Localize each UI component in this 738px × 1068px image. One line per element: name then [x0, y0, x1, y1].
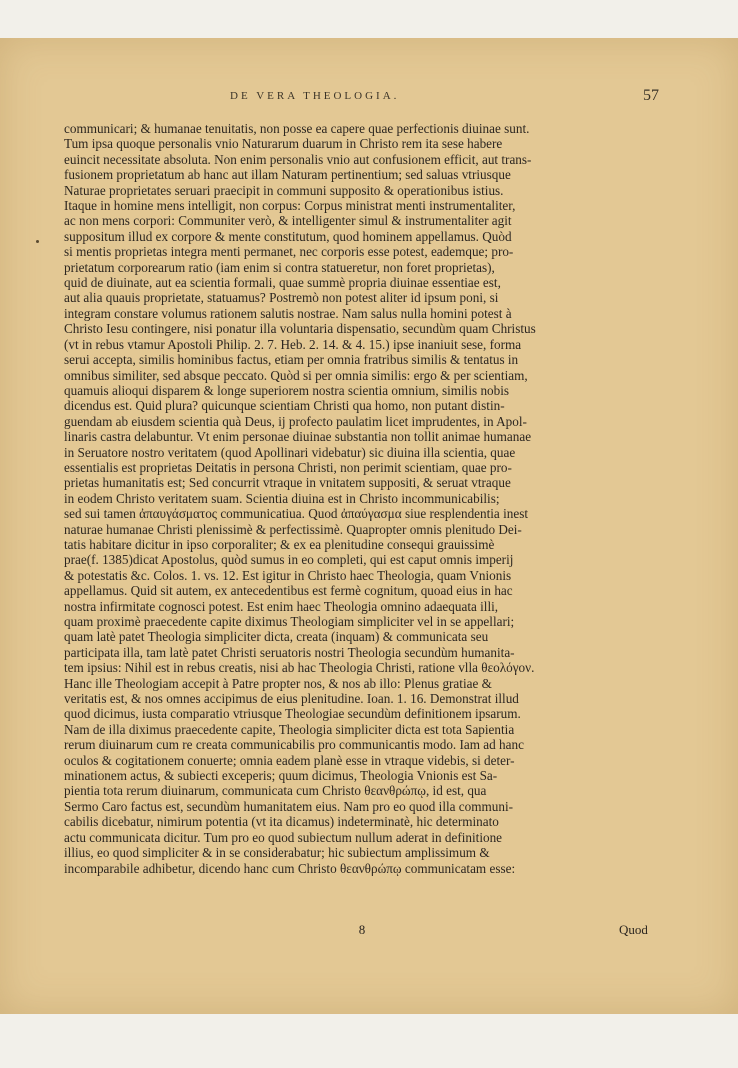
text-line: fusionem proprietatum ab hanc aut illam Naturam pertinentium; sed saluas vtriusque — [64, 167, 511, 183]
text-line: omnibus similiter, sed absque peccato. Quòd si per omnia similis: ergo & per scientiam, — [64, 367, 528, 383]
text-line: in Seruatore nostro veritatem (quod Apollinari videbatur) sic diuina illa scientia, quae — [64, 444, 516, 460]
text-line: actu communicata dicitur. Tum pro eo quod subiectum nullum aderat in definitione — [64, 829, 503, 845]
text-line: (vt in rebus vtamur Apostoli Philip. 2. 7. Heb. 2. 14. & 4. 15.) ipse inaniuit sese, forma — [64, 336, 522, 352]
text-line: prae(f. 1385)dicat Apostolus, quòd sumus in eo completi, qui est caput omnis imperij — [64, 552, 514, 568]
text-line: Sermo Caro factus est, secundùm humanitatem eius. Nam pro eo quod illa communi- — [64, 798, 514, 814]
text-line: dicendus est. Quid plura? quicunque scientiam Christi qua homo, non putant distin- — [64, 398, 505, 414]
text-line: nostra infirmitate cognosci potest. Est enim haec Theologia omnino adaequata illi, — [64, 598, 499, 614]
text-line: si mentis proprietas integra menti permanet, nec corporis esse potest, eademque; pro- — [64, 244, 514, 260]
text-line: Naturae proprietates seruari praecipit in communi supposito & operationibus istius. — [64, 182, 504, 198]
text-line: Hanc ille Theologiam accepit à Patre propter nos, & nos ab illo: Plenus gratiae & — [64, 675, 492, 691]
text-line: quod dicimus, iusta comparatio vtriusque Theologiae secundùm definitionem ipsarum. — [64, 706, 521, 722]
text-line: cabilis dicebatur, nimirum potentia (vt ita dicamus) indeterminatè, hic determinato — [64, 814, 499, 830]
text-line: naturae humanae Christi plenissimè & perfectissimè. Quapropter omnis plenitudo Dei- — [64, 521, 522, 537]
signature-mark: 8 — [358, 922, 366, 937]
text-line: in eodem Christo veritatem suam. Scientia diuina est in Christo incommunicabilis; — [64, 490, 500, 506]
text-line: linaris castra delabuntur. Vt enim personae diuinae substantia non tollit animae humanae — [64, 429, 532, 445]
text-line: euincit necessitate absoluta. Non enim personalis vnio aut confusionem efficit, aut trans- — [64, 151, 532, 167]
margin-mark — [36, 240, 39, 243]
body-text — [64, 121, 676, 891]
catchword: Quod — [619, 922, 648, 937]
text-line — [64, 876, 676, 891]
page-number: 57 — [643, 87, 659, 104]
text-line: Nam de illa diximus praecedente capite, Theologia simpliciter dicta est tota Sapientia — [64, 721, 515, 737]
text-line: quam latè patet Theologia simpliciter dicta, creata (inquam) & communicata seu — [64, 629, 489, 645]
text-line: quam proximè praecedente capite diximus Theologiam simpliciter vel in se appellari; — [64, 614, 515, 629]
text-line: oculos & cogitationem conuerte; omnia eadem planè esse in vtraque videbis, si deter- — [64, 752, 515, 768]
text-line: Tum ipsa quoque personalis vnio Naturarum duarum in Christo rem ita sese habere — [64, 136, 503, 152]
running-title: DE VERA THEOLOGIA. — [230, 90, 400, 102]
page-header — [0, 87, 738, 110]
text-line: Christo Iesu contingere, nisi ponatur illa voluntaria dispensatio, secundùm quam Christus — [64, 321, 536, 337]
text-line: prietas humanitatis est; Sed concurrit vtraque in vnitatem suppositi, & seruat vtraque — [64, 475, 511, 491]
text-line: veritatis est, & nos omnes accipimus de eius plenitudine. Ioan. 1. 16. Demonstrat illud — [64, 691, 519, 707]
text-line: communicari; & humanae tenuitatis, non posse ea capere quae perfectionis diuinae sunt. — [64, 121, 530, 136]
text-line: quamuis alioqui disparem & longe superiorem nostra scientia omnium, similis nobis — [64, 382, 510, 398]
text-line: & potestatis &c. Colos. 1. vs. 12. Est igitur in Christo haec Theologia, quam Vnionis — [64, 567, 512, 583]
text-line: integram constare volumus rationem salutis nostrae. Nam salus nulla homini potest à — [64, 305, 512, 321]
text-line: essentialis est proprietas Deitatis in persona Christi, non perimit scientiam, quae pro- — [64, 459, 512, 475]
text-line: appellamus. Quid sit autem, ex antecedentibus est fermè cognitum, quoad eius in hac — [64, 583, 513, 599]
text-line: ac non mens corpori: Communiter verò, & intelligenter simul & instrumentaliter agit — [64, 213, 512, 229]
text-line: suppositum illud ex corpore & mente constitutum, quod hominem appellamus. Quòd — [64, 228, 512, 244]
text-line: illius, eo quod simpliciter & in se considerabatur; hic subiectum amplissimum & — [64, 845, 490, 861]
text-line: pientia tota rerum diuinarum, communicata cum Christo θεανθρώπῳ, id est, qua — [64, 783, 487, 799]
text-line: quid de diuinate, aut ea scientia formali, quae summè propria diuinae essentiae est, — [64, 275, 501, 291]
text-line: aut alia quauis proprietate, statuamus? Postremò non potest aliter id ipsum poni, si — [64, 290, 499, 306]
text-line: rerum diuinarum cum re creata communicabilis pro communicantis modo. Iam ad hanc — [64, 737, 524, 753]
text-line: participata illa, tam latè patet Christi seruatoris nostri Theologia secundùm humanita- — [64, 644, 515, 660]
text-line: minationem actus, & subiecti exceperis; quum dicimus, Theologia Vnionis est Sa- — [64, 768, 498, 784]
text-line: prietatum corporearum ratio (iam enim si contra statueretur, non foret proprietas), — [64, 259, 495, 275]
text-line: sed sui tamen ἀπαυγάσματος communicatiua. Quod ἀπαύγασμα siue resplendentia inest — [64, 506, 528, 522]
text-line: tatis habitare dicitur in ipso corporaliter; & ex ea plenitudine consequi grauissimè — [64, 536, 495, 552]
text-line: incomparabile adhibetur, dicendo hanc cum Christo θεανθρώπῳ communicatam esse: — [64, 860, 516, 876]
text-line: serui accepta, similis hominibus factus, etiam per omnia fratribus similis & tentatus in — [64, 352, 519, 368]
text-line: Itaque in homine mens intelligit, non corpus: Corpus ministrat menti instrumentaliter, — [64, 198, 516, 214]
text-line: tem ipsius: Nihil est in rebus creatis, nisi ab hac Theologia Christi, ratione vlla θεολόγον. — [64, 660, 535, 676]
text-line: guendam ab eiusdem scientia quà Deus, ij profecto paulatim licet imprudentes, in Apol- — [64, 413, 527, 429]
